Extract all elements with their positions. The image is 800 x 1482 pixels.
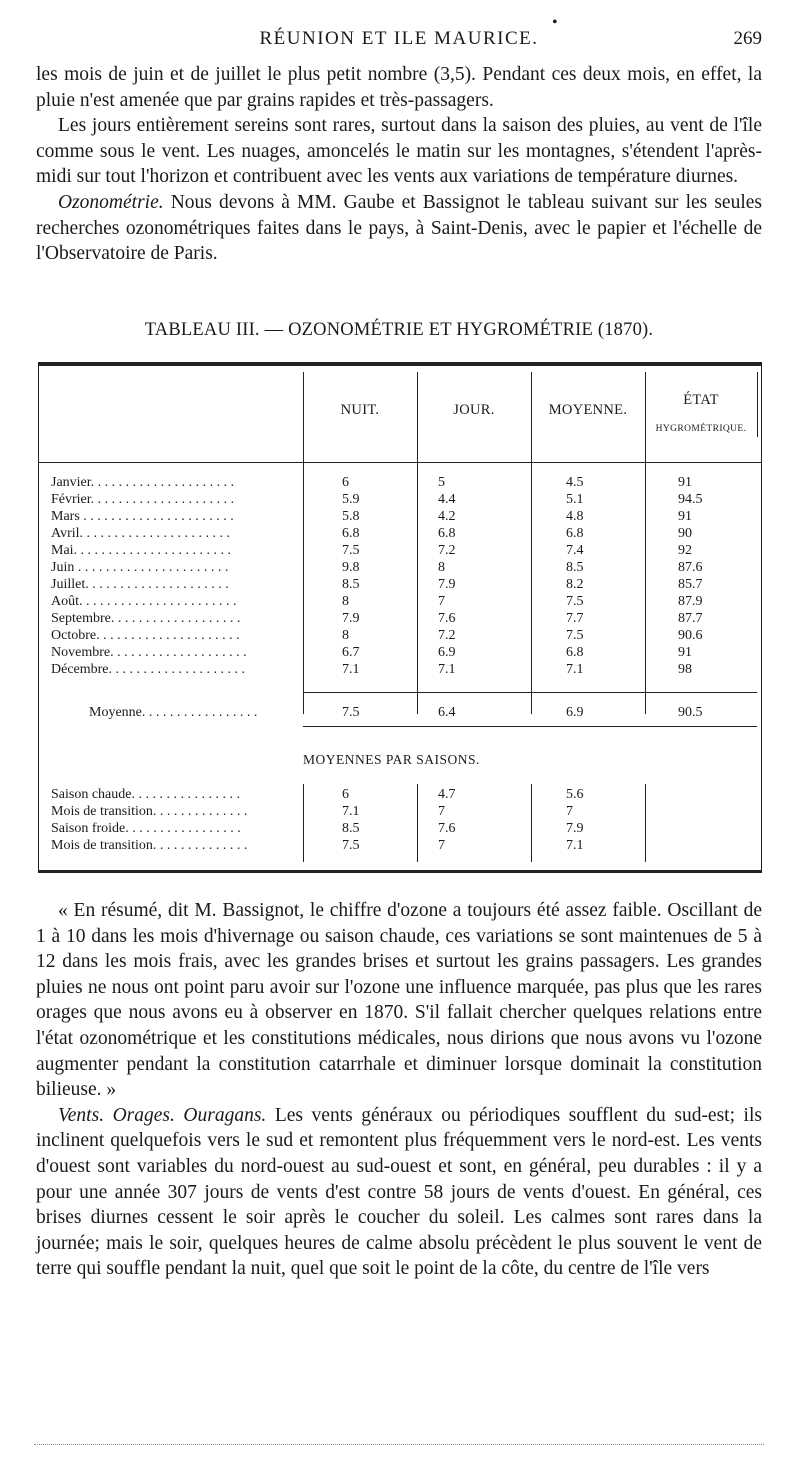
header-moyenne: MOYENNE. [548,402,628,418]
season-row: Mois de transition. . . . . . . . . . . . . . 7.1 7 7 [51,804,573,819]
table-row: Juin . . . . . . . . . . . . . . . . . . . . . . 9.8 8 8.5 87.6 [51,560,703,575]
header-etat: ÉTAT [683,392,719,408]
table-row: Mai. . . . . . . . . . . . . . . . . . . . . . . 7.5 7.2 7.4 92 [51,543,692,558]
header-jour: JOUR. [453,402,495,418]
season-row: Mois de transition. . . . . . . . . . . . . . 7.5 7 7.1 [51,838,584,853]
header-nuit: NUIT. [340,402,380,418]
quote-paragraph: « En résumé, dit M. Bassignot, le chiffre d'ozone a toujours été assez faible. Oscillant de 1 à 10 dans les mois d'hivernage ou saison chaude, ces variations se sont maintenues de 5 à 12 dans les mois frais, avec les grandes brises et surtout les grains passagers. Les grandes pluies ne nous ont point paru avoir sur l'ozone une influence marquée, pas plus que les rares orages que nous avons eu à observer en 1870. S'il fallait chercher quelques relations entre l'état ozonométrique et les constitutions médicales, nous dirions que nous avons vu l'ozone augmenter pendant la constitution catarrhale et diminuer lorsque dominait la constitution bilieuse. » [36,900,762,1101]
header-divider [39,462,761,463]
ozone-table [38,365,762,873]
table-row: Juillet. . . . . . . . . . . . . . . . . . . . . 8.5 7.9 8.2 85.7 [51,577,703,592]
table-caption: TABLEAU III. — OZONOMÉTRIE ET HYGROMÉTRIE (1870). [144,320,654,340]
average-divider [303,692,757,693]
table-row: Novembre. . . . . . . . . . . . . . . . . . . . 6.7 6.9 6.8 91 [51,645,692,660]
intro-paragraph-3-text: Nous devons à MM. Gaube et Bassignot le tableau suivant sur les seules recherches ozonométriques faites dans le pays, à Saint-Denis, avec le papier et l'échelle de l'Observatoire de Paris. [36,191,762,265]
table-row: Avril. . . . . . . . . . . . . . . . . . . . . . 6.8 6.8 6.8 90 [51,526,692,541]
average-row: Moyenne. . . . . . . . . . . . . . . . . 7.5 6.4 6.9 90.5 [89,705,703,720]
table-row: Décembre. . . . . . . . . . . . . . . . . . . . 7.1 7.1 7.1 98 [51,662,692,677]
col-divider-5 [757,372,758,437]
vents-paragraph [36,1103,762,1282]
table-row: Janvier. . . . . . . . . . . . . . . . . . . . . 6 5 4.5 91 [51,475,692,490]
running-head [34,14,764,56]
seasons-top-divider [303,726,757,727]
season-row: Saison froide. . . . . . . . . . . . . . . . . 8.5 7.6 7.9 [51,821,584,836]
closing-text [36,898,762,1282]
vents-paragraph-text: Les vents généraux ou périodiques soufflent du sud-est; ils inclinent quelquefois vers le sud et remontent plus fréquemment vers le nord-est. Les vents d'ouest sont variables du nord-ouest au sud-ouest et sont, en général, peu durables : il y a pour une année 307 jours de vents d'est contre 58 jours de vents d'ouest. En général, ces brises diurnes cessent le soir après le coucher du soleil. Les calmes sont rares dans la journée; mais le soir, quelques heures de calme absolu précèdent le plus souvent le vent de terre qui souffle pendant la nuit, quel que soit le point de la côte, du centre de l'île vers [36,1104,762,1280]
table-row: Octobre. . . . . . . . . . . . . . . . . . . . . 8 7.2 7.5 90.6 [51,628,703,643]
header-hygrometrique: HYGROMÉTRIQUE. [655,424,747,434]
intro-paragraph-3 [36,190,762,267]
season-row: Saison chaude. . . . . . . . . . . . . . . . 6 4.7 5.6 [51,787,584,802]
page-number: 269 [733,28,762,49]
vents-heading: Vents. Orages. Ouragans. [58,1104,267,1126]
table-row: Février. . . . . . . . . . . . . . . . . . . . . 5.9 4.4 5.1 94.5 [51,492,703,507]
table-row: Mars . . . . . . . . . . . . . . . . . . . . . . 5.8 4.2 4.8 91 [51,509,692,524]
seasons-heading: MOYENNES PAR SAISONS. [303,752,480,767]
running-title: RÉUNION ET ILE MAURICE. [259,28,539,49]
bottom-dotted-line [34,1438,764,1445]
intro-paragraph-1: les mois de juin et de juillet le plus petit nombre (3,5). Pendant ces deux mois, en effet, la pluie n'est amenée que par grains rapides et très-passagers. [36,64,762,111]
running-head-dot: • [552,14,558,31]
table-row: Août. . . . . . . . . . . . . . . . . . . . . . . 8 7 7.5 87.9 [51,594,703,609]
intro-paragraph-2: Les jours entièrement sereins sont rares, surtout dans la saison des pluies, au vent de l'île comme sous le vent. Les nuages, amoncelés le matin sur les montagnes, s'étendent l'après-midi sur tout l'horizon et contribuent avec les vents aux variations de température diurnes. [36,115,762,188]
table-row: Septembre. . . . . . . . . . . . . . . . . . . 7.9 7.6 7.7 87.7 [51,611,703,626]
intro-text [36,62,762,267]
ozonometrie-heading: Ozonométrie. [58,191,164,213]
table-bottom-rule [38,870,762,873]
